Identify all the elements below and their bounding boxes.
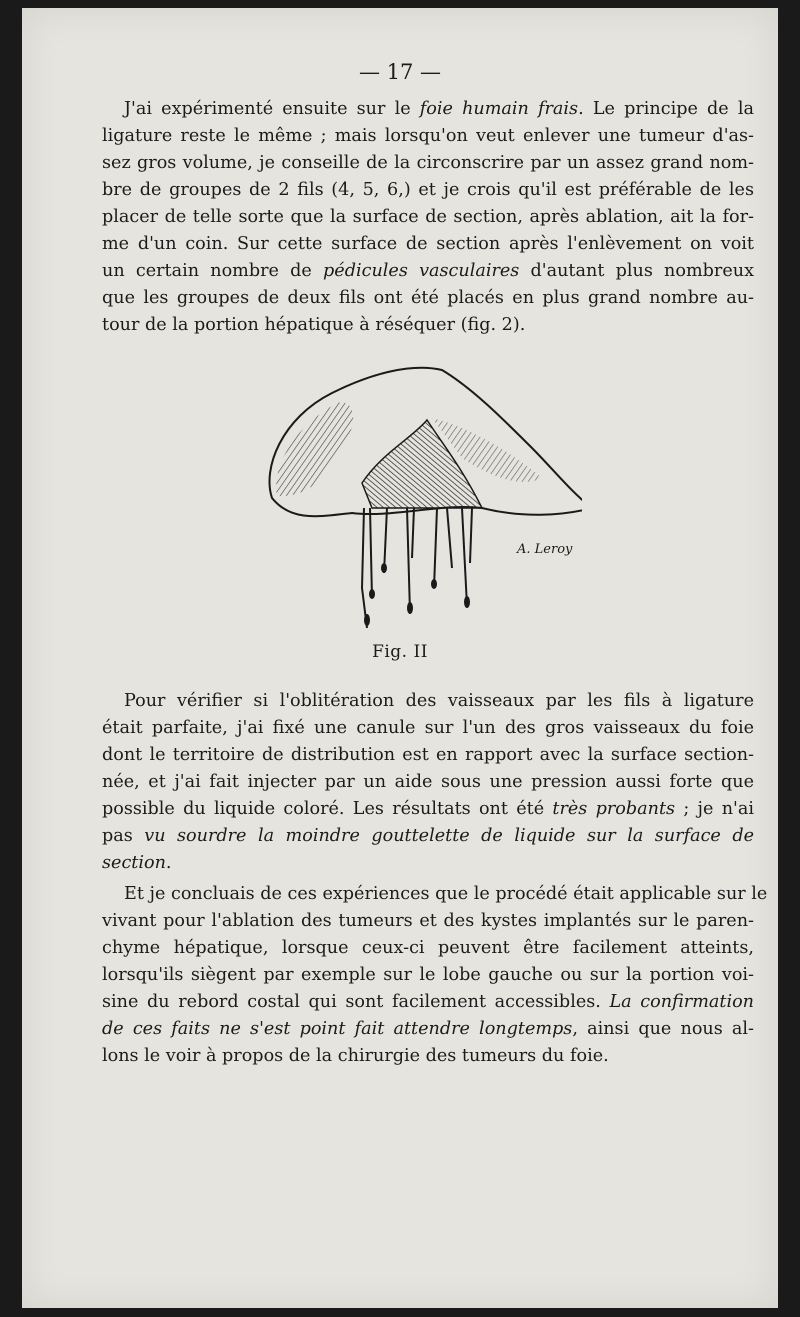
illustrator-signature: A. Leroy [517,542,573,557]
page-number: — 17 — [358,60,442,84]
paragraph-1 [102,96,754,339]
text-line: que les groupes de deux fils ont été placés en plus grand nombre au- [102,288,754,308]
text-line: pas vu sourdre la moindre gouttelette de liquide sur la surface de [102,826,754,846]
pedicle-threads [362,508,472,628]
text-line: dont le territoire de distribution est en rapport avec la surface section- [102,745,754,765]
text-line: lons le voir à propos de la chirurgie des tumeurs du foie. [102,1046,609,1066]
text-line: était parfaite, j'ai fixé une canule sur l'un des gros vaisseaux du foie [102,718,754,738]
liver-figure [242,358,582,643]
text-line: section. [102,853,172,873]
paragraph-3 [102,881,768,1070]
text-line: Pour vérifier si l'oblitération des vaisseaux par les fils à ligature [124,691,754,711]
paragraph-2 [102,688,754,877]
text-line: chyme hépatique, lorsque ceux-ci peuvent être facilement atteints, [102,938,754,958]
book-page [22,8,778,1308]
text-line: de ces faits ne s'est point fait attendre longtemps, ainsi que nous al- [102,1019,754,1039]
text-line: J'ai expérimenté ensuite sur le foie humain frais. Le principe de la [124,99,754,119]
text-line: bre de groupes de 2 fils (4, 5, 6,) et je crois qu'il est préférable de les [102,180,754,200]
figure-caption: Fig. II [372,642,428,662]
text-line: me d'un coin. Sur cette surface de section après l'enlèvement on voit [102,234,754,254]
text-line: vivant pour l'ablation des tumeurs et des kystes implantés sur le paren- [102,911,754,931]
text-line: ligature reste le même ; mais lorsqu'on veut enlever une tumeur d'as- [102,126,754,146]
text-line: tour de la portion hépatique à réséquer (fig. 2). [102,315,526,335]
text-line: sez gros volume, je conseille de la circonscrire par un assez grand nom- [102,153,754,173]
text-line: possible du liquide coloré. Les résultats ont été très probants ; je n'ai [102,799,754,819]
text-line: placer de telle sorte que la surface de section, après ablation, ait la for- [102,207,754,227]
text-line: née, et j'ai fait injecter par un aide sous une pression aussi forte que [102,772,754,792]
text-line: Et je concluais de ces expériences que le procédé était applicable sur le [124,884,768,904]
text-line: sine du rebord costal qui sont facilement accessibles. La confirmation [102,992,754,1012]
text-line: lorsqu'ils siègent par exemple sur le lobe gauche ou sur la portion voi- [102,965,754,985]
text-line: un certain nombre de pédicules vasculaires d'autant plus nombreux [102,261,754,281]
